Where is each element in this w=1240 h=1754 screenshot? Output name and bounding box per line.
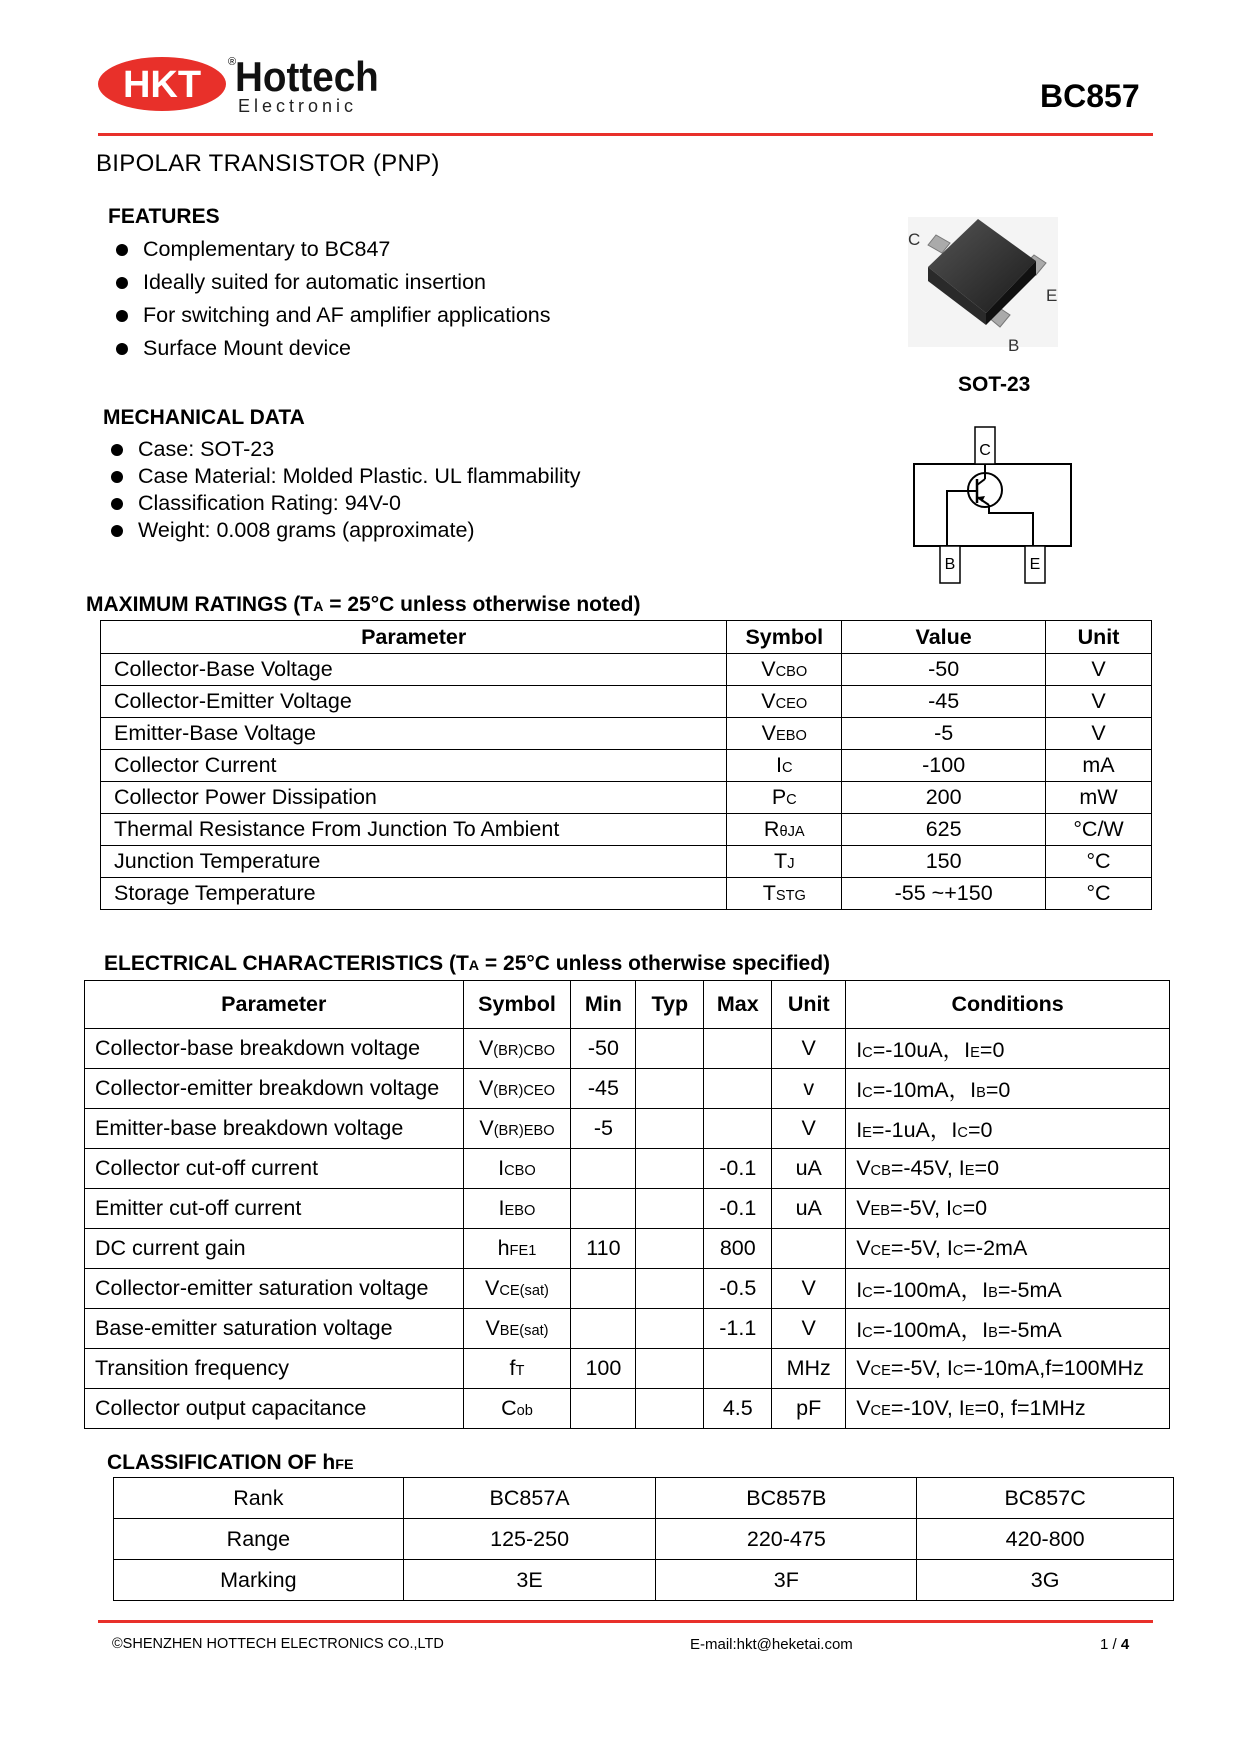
condition-letter: I [958,1396,965,1420]
features-heading: FEATURES [108,205,220,228]
value-cell: -50 [842,654,1046,686]
classification-cell: 3G [917,1560,1174,1601]
condition-subscript: E [964,1163,975,1179]
sot23-package-photo [898,205,1068,355]
condition-value: =0 [962,1196,988,1220]
table-row [85,1149,1170,1189]
min-cell [571,1189,636,1229]
symbol-subscript: J [787,856,795,872]
symbol-cell [727,750,842,782]
column-header: Unit [772,981,846,1029]
pin-schematic [905,425,1090,585]
condition-value: =0 [979,1038,1005,1062]
condition-letter: I [982,1278,989,1302]
table-header-row [101,621,1152,654]
parameter-cell: Collector Current [101,750,727,782]
condition-value: =-10mA， [872,1078,971,1102]
symbol-subscript: BE(sat) [499,1323,549,1339]
table-row [85,1269,1170,1309]
max-cell [704,1349,772,1389]
max-cell: -1.1 [704,1309,772,1349]
symbol-cell [463,1229,571,1269]
symbol-letter: I [498,1196,505,1220]
page-separator: / [1108,1636,1121,1653]
symbol-cell [727,654,842,686]
unit-cell: V [772,1269,846,1309]
classification-cell: 3F [656,1560,917,1601]
symbol-letter: V [761,689,776,713]
unit-cell: pF [772,1389,846,1429]
column-header: Value [842,621,1046,654]
condition-value: =0 [985,1078,1011,1102]
symbol-cell [463,1069,571,1109]
condition-value: =0 [974,1156,1000,1180]
min-cell: -50 [571,1029,636,1069]
min-cell [571,1269,636,1309]
unit-cell: mA [1046,750,1152,782]
unit-cell: MHz [772,1349,846,1389]
unit-cell: °C/W [1046,814,1152,846]
condition-letter: I [958,1156,965,1180]
max-ratings-heading [86,593,640,617]
column-header: Symbol [463,981,571,1029]
condition-letter: I [964,1038,971,1062]
symbol-cell [463,1109,571,1149]
symbol-letter: I [776,753,782,777]
electrical-title-sub: A [468,958,480,974]
condition-subscript: CE [870,1243,891,1259]
parameter-cell: Collector-Base Voltage [101,654,727,686]
classification-cell: BC857A [403,1478,656,1519]
condition-letter: I [856,1278,863,1302]
typ-cell [636,1149,704,1189]
column-header: Symbol [727,621,842,654]
table-row [101,846,1152,878]
symbol-cell [463,1309,571,1349]
photo-pin-e: E [1046,286,1058,305]
symbol-letter: h [497,1236,510,1260]
schematic-pin-b: B [944,556,956,573]
unit-cell: °C [1046,878,1152,910]
mechanical-item: Classification Rating: 94V-0 [103,490,803,517]
value-cell: -5 [842,718,1046,750]
unit-cell: v [772,1069,846,1109]
parameter-cell: Emitter-Base Voltage [101,718,727,750]
logo-registered: ® [228,56,237,68]
column-header: Parameter [85,981,464,1029]
symbol-subscript: C [781,760,793,776]
symbol-letter: V [761,721,777,745]
condition-value: =-10V, [890,1396,959,1420]
condition-value: =-5V, [890,1356,947,1380]
max-ratings-title-rest: = 25°C unless otherwise noted) [323,593,641,616]
conditions-cell [846,1189,1170,1229]
value-cell: -45 [842,686,1046,718]
condition-letter: I [856,1078,863,1102]
symbol-letter: f [509,1356,516,1380]
parameter-cell: Transition frequency [85,1349,464,1389]
symbol-subscript: CE(sat) [499,1283,549,1299]
table-row [101,782,1152,814]
classification-heading [107,1451,354,1475]
condition-subscript: E [970,1045,980,1061]
typ-cell [636,1349,704,1389]
unit-cell: °C [1046,846,1152,878]
conditions-cell [846,1229,1170,1269]
condition-subscript: C [952,1243,964,1259]
condition-subscript: CB [870,1163,891,1179]
features-section [108,205,808,365]
classification-cell: 3E [403,1560,656,1601]
table-row [85,1109,1170,1149]
parameter-cell: Collector-Emitter Voltage [101,686,727,718]
value-cell: 625 [842,814,1046,846]
condition-letter: I [946,1356,953,1380]
value-cell: -100 [842,750,1046,782]
conditions-cell [846,1269,1170,1309]
classification-title-sub: FE [335,1457,354,1473]
conditions-cell [846,1029,1170,1069]
condition-value: =-2mA [963,1236,1028,1260]
max-ratings-title: MAXIMUM RATINGS (T [86,593,314,616]
classification-cell: BC857C [917,1478,1174,1519]
symbol-cell [463,1389,571,1429]
typ-cell [636,1309,704,1349]
conditions-cell [846,1309,1170,1349]
page-number [1100,1636,1129,1653]
max-cell: 4.5 [704,1389,772,1429]
table-row [85,1029,1170,1069]
parameter-cell: Collector output capacitance [85,1389,464,1429]
min-cell [571,1149,636,1189]
condition-value: =-100mA， [872,1318,983,1342]
condition-subscript: E [862,1125,872,1141]
footer-rule [98,1620,1153,1623]
symbol-subscript: CBO [775,664,808,680]
min-cell [571,1309,636,1349]
symbol-subscript: ob [516,1403,533,1419]
symbol-cell [727,718,842,750]
max-cell [704,1109,772,1149]
emitter-wire [989,505,1033,546]
condition-letter: V [856,1196,871,1220]
mechanical-heading: MECHANICAL DATA [103,406,305,429]
condition-value: =-5mA [997,1318,1062,1342]
condition-value: =-5V, [890,1236,947,1260]
parameter-cell: Base-emitter saturation voltage [85,1309,464,1349]
parameter-cell: Junction Temperature [101,846,727,878]
condition-subscript: C [952,1203,963,1219]
symbol-letter: V [479,1116,494,1140]
base-wire [947,491,977,546]
symbol-subscript: EBO [504,1203,536,1219]
condition-value: =-5mA [997,1278,1062,1302]
value-cell: -55 ~+150 [842,878,1046,910]
logo-subbrand: Electronic [238,96,358,116]
table-row [114,1478,1174,1519]
symbol-letter: T [762,881,776,905]
symbol-letter: V [478,1036,494,1060]
value-cell: 150 [842,846,1046,878]
symbol-subscript: STG [775,888,806,904]
table-row [85,1069,1170,1109]
typ-cell [636,1069,704,1109]
typ-cell [636,1389,704,1429]
min-cell: 110 [571,1229,636,1269]
photo-pin-b: B [1008,336,1020,355]
parameter-cell: DC current gain [85,1229,464,1269]
condition-subscript: B [976,1085,986,1101]
symbol-subscript: θJA [779,824,805,840]
parameter-cell: Thermal Resistance From Junction To Ambient [101,814,727,846]
parameter-cell: Collector Power Dissipation [101,782,727,814]
logo-mark: HKT [122,64,202,106]
page-total: 4 [1120,1636,1130,1653]
column-header: Typ [636,981,704,1029]
condition-subscript: C [862,1285,873,1301]
feature-item: For switching and AF amplifier applications [108,299,808,332]
unit-cell: V [772,1109,846,1149]
unit-cell: V [1046,654,1152,686]
typ-cell [636,1269,704,1309]
min-cell: 100 [571,1349,636,1389]
symbol-cell [727,782,842,814]
condition-letter: I [946,1196,953,1220]
symbol-cell [727,814,842,846]
max-cell: 800 [704,1229,772,1269]
table-row [101,654,1152,686]
unit-cell: V [1046,718,1152,750]
table-row [85,1189,1170,1229]
unit-cell: V [772,1309,846,1349]
condition-subscript: EB [870,1203,891,1219]
mechanical-item: Case: SOT-23 [103,436,803,463]
column-header: Max [704,981,772,1029]
symbol-subscript: (BR)CBO [493,1043,555,1059]
table-row [101,686,1152,718]
header-rule [98,133,1153,136]
electrical-title-rest: = 25°C unless otherwise specified) [479,952,831,975]
table-row [114,1519,1174,1560]
classification-cell: BC857B [656,1478,917,1519]
typ-cell [636,1229,704,1269]
condition-letter: I [970,1078,977,1102]
condition-letter: V [856,1236,871,1260]
footer-email: E-mail:hkt@heketai.com [690,1636,853,1653]
condition-letter: V [856,1396,871,1420]
symbol-letter: V [485,1316,500,1340]
condition-value: =-100mA， [872,1278,983,1302]
electrical-title: ELECTRICAL CHARACTERISTICS (T [104,952,469,975]
symbol-cell [463,1189,571,1229]
photo-pin-c: C [908,230,921,249]
condition-subscript: CE [870,1363,891,1379]
parameter-cell: Collector-emitter breakdown voltage [85,1069,464,1109]
table-row [85,1349,1170,1389]
conditions-cell [846,1389,1170,1429]
device-type-title: BIPOLAR TRANSISTOR (PNP) [96,150,440,177]
unit-cell [772,1229,846,1269]
table-row [101,718,1152,750]
max-cell: -0.1 [704,1149,772,1189]
symbol-subscript: CEO [775,696,808,712]
condition-subscript: CE [870,1403,891,1419]
column-header: Min [571,981,636,1029]
symbol-cell [463,1269,571,1309]
condition-value: =-5V, [890,1196,947,1220]
max-cell [704,1029,772,1069]
symbol-letter: V [485,1276,500,1300]
table-row [85,1229,1170,1269]
condition-letter: V [856,1156,871,1180]
schematic-pin-c: C [979,442,991,459]
condition-subscript: C [862,1085,873,1101]
classification-cell: 220-475 [656,1519,917,1560]
parameter-cell: Collector-emitter saturation voltage [85,1269,464,1309]
typ-cell [636,1109,704,1149]
row-label-cell: Marking [114,1560,404,1601]
conditions-cell [846,1109,1170,1149]
feature-item: Complementary to BC847 [108,233,808,266]
parameter-cell: Collector cut-off current [85,1149,464,1189]
table-row [114,1560,1174,1601]
symbol-letter: T [774,849,788,873]
package-caption: SOT-23 [958,373,1031,396]
symbol-cell [727,878,842,910]
typ-cell [636,1189,704,1229]
column-header: Conditions [846,981,1170,1029]
parameter-cell: Emitter cut-off current [85,1189,464,1229]
row-label-cell: Rank [114,1478,404,1519]
max-ratings-title-sub: A [313,599,324,615]
part-number: BC857 [1040,78,1140,114]
condition-subscript: C [862,1045,873,1061]
symbol-cell [463,1149,571,1189]
mechanical-list [103,436,803,544]
classification-title: CLASSIFICATION OF h [107,1451,336,1474]
classification-table [113,1477,1174,1601]
unit-cell: V [772,1029,846,1069]
condition-letter: I [856,1118,863,1142]
condition-letter: I [982,1318,989,1342]
symbol-subscript: (BR)CEO [493,1083,555,1099]
condition-subscript: B [988,1285,998,1301]
condition-letter: I [856,1038,863,1062]
symbol-subscript: C [786,792,797,808]
electrical-characteristics-table [84,980,1170,1429]
electrical-heading [104,952,830,976]
symbol-letter: I [498,1156,505,1180]
column-header: Parameter [101,621,727,654]
table-row [101,814,1152,846]
conditions-cell [846,1069,1170,1109]
max-ratings-table [100,620,1152,910]
condition-value: =0, f=1MHz [974,1396,1086,1420]
symbol-letter: C [501,1396,517,1420]
min-cell: -45 [571,1069,636,1109]
classification-cell: 125-250 [403,1519,656,1560]
symbol-letter: R [763,817,780,841]
condition-value: =-1uA， [871,1118,952,1142]
max-cell [704,1069,772,1109]
feature-item: Ideally suited for automatic insertion [108,266,808,299]
table-row [101,750,1152,782]
column-header: Unit [1046,621,1152,654]
symbol-cell [727,846,842,878]
condition-letter: V [856,1356,871,1380]
table-header-row [85,981,1170,1029]
classification-cell: 420-800 [917,1519,1174,1560]
hottech-logo [98,55,398,130]
max-cell: -0.5 [704,1269,772,1309]
max-cell: -0.1 [704,1189,772,1229]
mechanical-item: Weight: 0.008 grams (approximate) [103,517,803,544]
condition-value: =-10uA， [872,1038,965,1062]
min-cell [571,1389,636,1429]
table-row [101,878,1152,910]
unit-cell: mW [1046,782,1152,814]
condition-subscript: C [957,1125,968,1141]
value-cell: 200 [842,782,1046,814]
parameter-cell: Collector-base breakdown voltage [85,1029,464,1069]
parameter-cell: Emitter-base breakdown voltage [85,1109,464,1149]
footer-company: ©SHENZHEN HOTTECH ELECTRONICS CO.,LTD [112,1636,444,1652]
page-current: 1 [1100,1636,1109,1653]
condition-subscript: E [964,1403,975,1419]
symbol-letter: P [771,785,787,809]
condition-value: =0 [967,1118,993,1142]
symbol-cell [463,1029,571,1069]
table-row [85,1389,1170,1429]
condition-letter: I [951,1118,958,1142]
symbol-letter: V [761,657,776,681]
unit-cell: uA [772,1149,846,1189]
typ-cell [636,1029,704,1069]
symbol-cell [463,1349,571,1389]
condition-letter: I [856,1318,863,1342]
schematic-pin-e: E [1029,556,1041,573]
row-label-cell: Range [114,1519,404,1560]
logo-brand: Hottech [234,55,379,101]
symbol-subscript: EBO [776,728,807,744]
condition-subscript: B [988,1325,998,1341]
condition-subscript: C [862,1325,873,1341]
conditions-cell [846,1149,1170,1189]
symbol-subscript: (BR)EBO [493,1123,555,1139]
condition-letter: I [946,1236,953,1260]
min-cell: -5 [571,1109,636,1149]
parameter-cell: Storage Temperature [101,878,727,910]
unit-cell: V [1046,686,1152,718]
mechanical-item: Case Material: Molded Plastic. UL flammability [103,463,803,490]
unit-cell: uA [772,1189,846,1229]
mechanical-section [103,406,803,544]
condition-value: =-10mA,f=100MHz [963,1356,1144,1380]
conditions-cell [846,1349,1170,1389]
symbol-subscript: T [515,1363,525,1379]
condition-value: =-45V, [890,1156,959,1180]
symbol-cell [727,686,842,718]
table-row [85,1309,1170,1349]
symbol-letter: V [478,1076,494,1100]
condition-subscript: C [952,1363,964,1379]
feature-item: Surface Mount device [108,332,808,365]
symbol-subscript: FE1 [509,1243,537,1259]
features-list [108,233,808,365]
symbol-subscript: CBO [504,1163,536,1179]
